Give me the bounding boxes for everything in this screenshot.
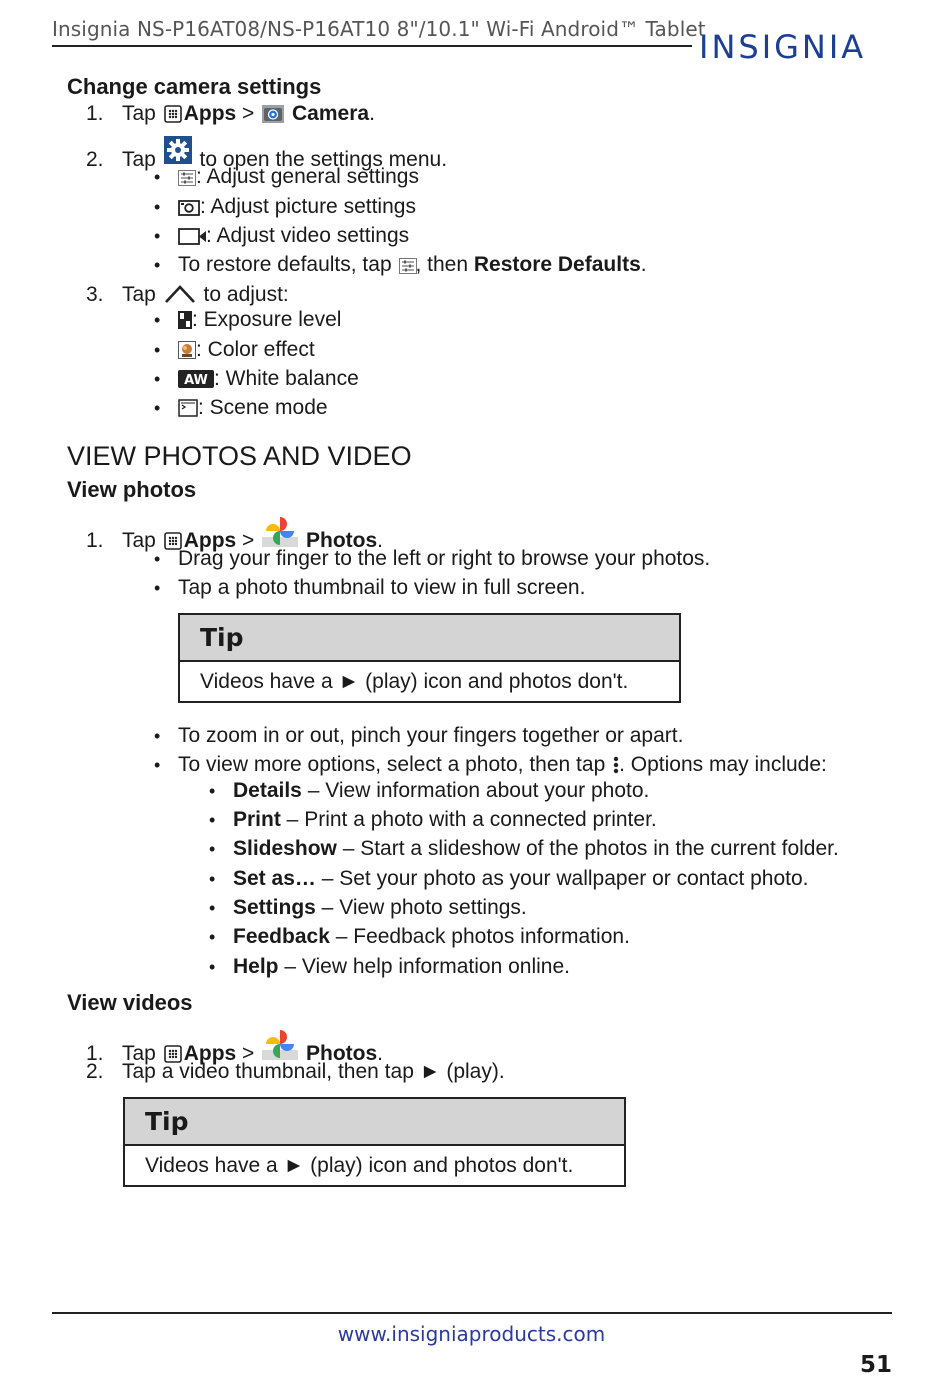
list-item-exposure: • : Exposure level	[178, 307, 341, 333]
chevron-up-icon	[164, 284, 196, 304]
apps-icon	[164, 105, 182, 123]
step-1-photos: 1. Tap Apps > Photos.	[86, 515, 383, 554]
general-settings-icon	[178, 170, 196, 186]
color-effect-icon	[178, 341, 196, 359]
option-set-as: • Set as… – Set your photo as your wallpaper or contact photo.	[233, 866, 809, 892]
footer-url-link[interactable]: www.insigniaproducts.com	[337, 1322, 606, 1346]
option-settings: • Settings – View photo settings.	[233, 895, 527, 921]
subheading-view-videos: View videos	[67, 990, 193, 1015]
list-item-color-effect: • : Color effect	[178, 337, 315, 363]
svg-text:AW: • AW	[184, 373, 208, 388]
insignia-logo: INSIGNIA	[699, 28, 867, 66]
list-item-more-options: • To view more options, select a photo, then tap . Options may include:	[178, 752, 827, 778]
option-feedback: • Feedback – Feedback photos information.	[233, 924, 630, 950]
list-item-video-settings: • : Adjust video settings	[178, 223, 409, 249]
photos-app-icon	[262, 515, 298, 549]
camera-app-icon	[262, 105, 284, 123]
white-balance-icon	[178, 370, 214, 388]
list-item-zoom: • To zoom in or out, pinch your fingers together or apart.	[178, 723, 683, 749]
option-details: • Details – View information about your photo.	[233, 778, 649, 804]
option-print: • Print – Print a photo with a connected printer.	[233, 807, 657, 833]
list-item-fullscreen: • Tap a photo thumbnail to view in full screen.	[178, 575, 585, 601]
tip-box	[123, 1097, 626, 1187]
tip-body: Videos have a ► (play) icon and photos don't.	[145, 1154, 574, 1177]
subheading-view-photos: View photos	[67, 477, 197, 502]
header-title: Insignia NS-P16AT08/NS-P16AT10 8"/10.1" Wi-Fi Android™ Tablet	[52, 17, 706, 41]
exposure-icon	[178, 311, 192, 329]
tip-title: Tip	[180, 615, 679, 662]
section-title-view: VIEW PHOTOS AND VIDEO	[67, 441, 412, 471]
option-slideshow: • Slideshow – Start a slideshow of the photos in the current folder.	[233, 836, 839, 862]
step-1-camera: 1. Tap Apps > Camera.	[86, 102, 375, 125]
step-2-camera: 2. Tap to open the settings menu.	[86, 136, 447, 173]
list-item-general-settings: • : Adjust general settings	[178, 164, 419, 190]
scene-mode-icon	[178, 399, 198, 417]
header-rule	[52, 45, 692, 47]
picture-settings-icon	[178, 200, 200, 216]
list-item-white-balance: • AW : White balance	[178, 366, 359, 392]
step-2-videos: 2. Tap a video thumbnail, then tap ► (play).	[86, 1060, 505, 1083]
tip-body: Videos have a ► (play) icon and photos don't.	[200, 670, 629, 693]
list-item-scene-mode: • : Scene mode	[178, 395, 328, 421]
list-item-picture-settings: • : Adjust picture settings	[178, 194, 416, 220]
step-3-camera: 3. Tap to adjust:	[86, 283, 289, 306]
tip-title: Tip	[125, 1099, 624, 1146]
option-help: • Help – View help information online.	[233, 954, 570, 980]
tip-box	[178, 613, 681, 703]
footer-rule	[52, 1312, 892, 1314]
section-heading-camera: Change camera settings	[67, 74, 322, 99]
video-settings-icon	[178, 228, 206, 245]
step-1-videos: 1. Tap Apps > Photos.	[86, 1028, 383, 1067]
list-item-browse: • Drag your finger to the left or right to browse your photos.	[178, 546, 710, 572]
photos-app-icon	[262, 1028, 298, 1062]
page-number: 51	[859, 1352, 892, 1378]
list-item-restore-defaults: • To restore defaults, tap , then Restore Defaults.	[178, 252, 647, 278]
settings-gear-icon	[164, 136, 192, 164]
